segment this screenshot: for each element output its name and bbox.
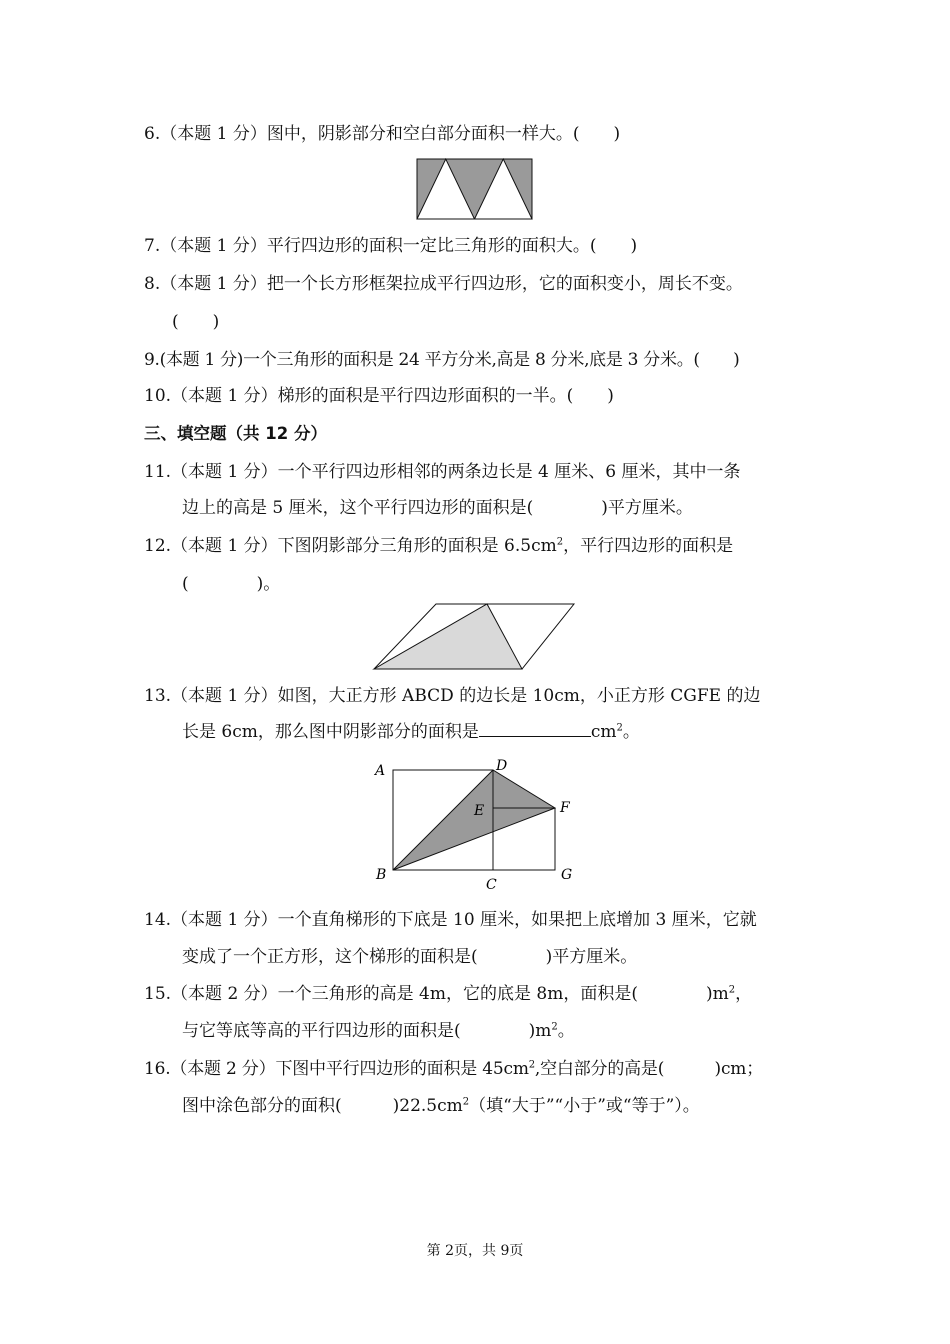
question-15-line-2	[182, 1019, 575, 1043]
question-12-line-2: ( )。	[182, 574, 281, 594]
q13-text-a: 长是 6cm，那么图中阴影部分的面积是	[182, 722, 479, 742]
question-8-line-1: 8.（本题 1 分）把一个长方形框架拉成平行四边形，它的面积变小，周长不变。	[144, 274, 743, 294]
question-15-line-1	[144, 982, 752, 1006]
label-A: A	[375, 763, 386, 779]
q12-text-a: 12.（本题 1 分）下图阴影部分三角形的面积是 6.5cm	[144, 536, 557, 556]
question-14-line-2: 变成了一个正方形，这个梯形的面积是( )平方厘米。	[182, 947, 638, 967]
figure-q12-parallelogram	[372, 602, 578, 672]
q12-text-b: ，平行四边形的面积是	[563, 536, 734, 556]
q16-text-d: （填“大于”“小于”或“等于”）。	[469, 1096, 700, 1116]
q15-text-b: ，	[735, 984, 753, 1004]
q12-sup: 2	[556, 536, 564, 548]
question-14-line-1: 14.（本题 1 分）一个直角梯形的下底是 10 厘米，如果把上底增加 3 厘米，它就	[144, 910, 757, 930]
question-13-line-1: 13.（本题 1 分）如图，大正方形 ABCD 的边长是 10cm，小正方形 CGFE 的边	[144, 686, 761, 706]
q13-sup: 2	[616, 722, 623, 734]
q16-text-a: 16.（本题 2 分）下图中平行四边形的面积是 45cm	[144, 1059, 529, 1079]
q13-text-c: 。	[622, 722, 640, 742]
question-16-line-1	[144, 1057, 763, 1081]
page-footer: 第 2页，共 9页	[426, 1243, 524, 1259]
q16-text-b: ,空白部分的高是( )cm；	[534, 1059, 764, 1079]
label-D: D	[496, 758, 508, 774]
q15-text-d: 。	[557, 1021, 575, 1041]
question-9: 9.(本题 1 分)一个三角形的面积是 24 平方分米,高是 8 分米,底是 3 分米。( )	[144, 350, 740, 370]
question-11-line-2: 边上的高是 5 厘米，这个平行四边形的面积是( )平方厘米。	[182, 498, 693, 518]
q16-sup-2: 2	[462, 1096, 470, 1108]
q15-sup-2: 2	[551, 1021, 558, 1033]
question-6: 6.（本题 1 分）图中，阴影部分和空白部分面积一样大。( )	[144, 124, 621, 144]
q13-answer-blank[interactable]	[479, 721, 591, 737]
question-11-line-1: 11.（本题 1 分）一个平行四边形相邻的两条边长是 4 厘米、6 厘米，其中一条	[144, 462, 741, 482]
question-13-line-2	[182, 720, 640, 744]
q13-text-b: cm	[590, 722, 617, 742]
q16-text-c: 图中涂色部分的面积( )22.5cm	[182, 1096, 463, 1116]
question-8-line-2: ( )	[172, 312, 220, 332]
q16-sup-1: 2	[528, 1059, 535, 1071]
figure-q6-triangles	[416, 158, 534, 220]
label-E: E	[474, 803, 485, 819]
question-7: 7.（本题 1 分）平行四边形的面积一定比三角形的面积大。( )	[144, 236, 638, 256]
label-C: C	[486, 877, 497, 893]
question-10: 10.（本题 1 分）梯形的面积是平行四边形面积的一半。( )	[144, 386, 614, 406]
question-12-line-1	[144, 534, 733, 558]
figure-q13-squares	[368, 756, 582, 894]
section-3-title: 三、填空题（共 12 分）	[144, 424, 327, 443]
question-16-line-2	[182, 1094, 700, 1118]
label-G: G	[561, 867, 573, 883]
label-B: B	[376, 867, 387, 883]
q15-text-a: 15.（本题 2 分）一个三角形的高是 4m，它的底是 8m，面积是( )m	[144, 984, 729, 1004]
q15-sup-1: 2	[728, 984, 736, 996]
q15-text-c: 与它等底等高的平行四边形的面积是( )m	[182, 1021, 552, 1041]
label-F: F	[560, 800, 570, 816]
